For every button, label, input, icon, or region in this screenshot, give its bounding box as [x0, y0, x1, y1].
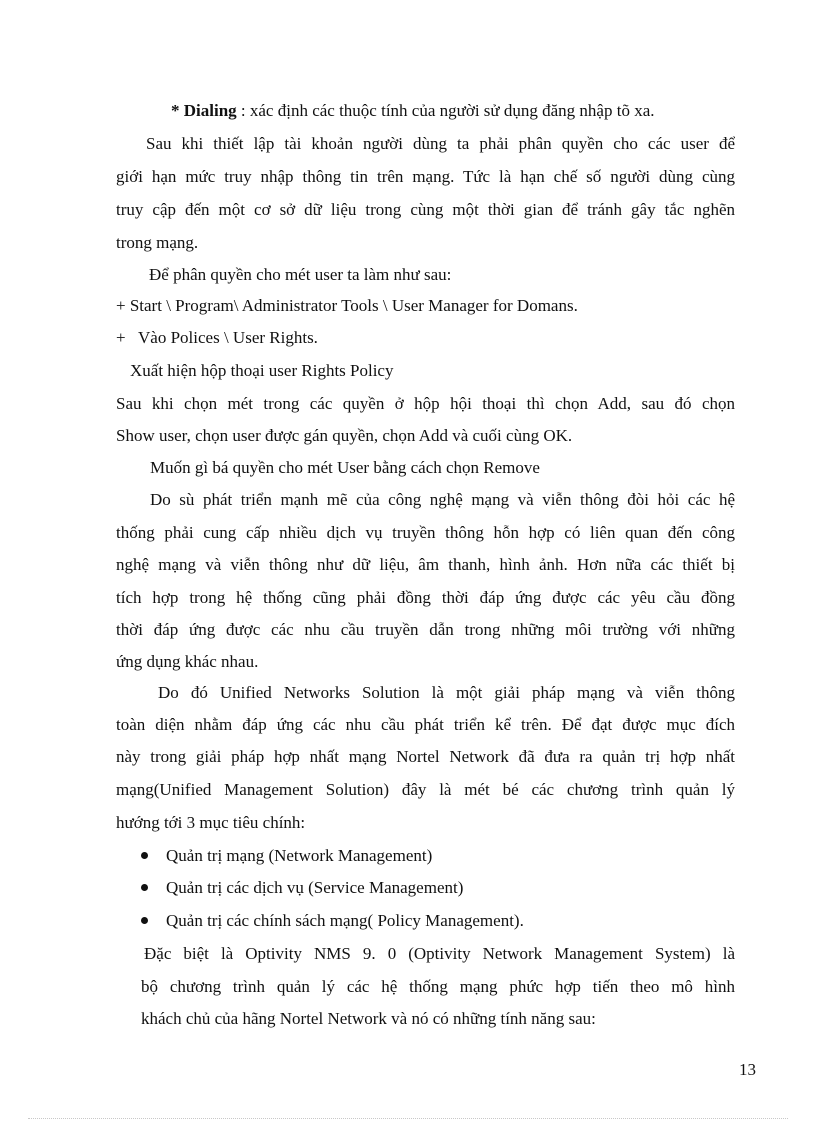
para-rights-line: Sau khi thiết lập tài khoản người dùng ta phải phân quyền cho các user để [146, 134, 735, 153]
intro-steps: Để phân quyền cho mét user ta làm như sau: [149, 265, 452, 284]
para-unified-line: toàn diện nhằm đáp ứng các nhu cầu phát triển kể trên. Để đạt được mục đích [116, 715, 735, 734]
bullet-item: Quản trị các dịch vụ (Service Management) [166, 878, 464, 897]
para-unified-line: hướng tới 3 mục tiêu chính: [116, 813, 306, 832]
para-dev-line: Do sù phát triển mạnh mẽ của công nghệ mạng và viễn thông đòi hỏi các hệ [150, 490, 735, 509]
bullet-dot [141, 884, 148, 891]
para-optivity-line: bộ chương trình quản lý các hệ thống mạng phức hợp tiến theo mô hình [141, 977, 735, 996]
para-optivity-line: khách chủ của hãng Nortel Network và nó có những tính năng sau: [141, 1009, 596, 1028]
para-dev-line: ứng dụng khác nhau. [116, 652, 259, 671]
para-rights-line: trong mạng. [116, 233, 199, 252]
para-unified-line: Do đó Unified Networks Solution là một giải pháp mạng và viễn thông [158, 683, 735, 702]
para-add-line: Show user, chọn user được gán quyền, chọn Add và cuối cùng OK. [116, 426, 573, 445]
dialing-text: : xác định các thuộc tính của người sử dụng đăng nhập tõ xa. [240, 101, 655, 120]
para-rights-line: giới hạn mức truy nhập thông tin trên mạng. Tức là hạn chế số người dùng cùng [116, 167, 735, 186]
para-dev-line: thống phải cung cấp nhiều dịch vụ truyền thông hỗn hợp có liên quan đến công [116, 523, 735, 542]
para-rights-line: truy cập đến một cơ sở dữ liệu trong cùng một thời gian để tránh gây tắc nghẽn [116, 200, 735, 219]
bullet-dot [141, 917, 148, 924]
bullet-item: Quản trị mạng (Network Management) [166, 846, 433, 865]
para-optivity-line: Đặc biệt là Optivity NMS 9. 0 (Optivity Network Management System) là [144, 944, 735, 963]
para-dev-line: thời đáp ứng được các nhu cầu truyền dẫn trong những môi trường với những [116, 620, 735, 639]
bullet-dot [141, 852, 148, 859]
step-line: + Vào Polices \ User Rights. [116, 328, 318, 347]
page-number: 13 [739, 1060, 756, 1079]
para-dev-line: nghệ mạng và viễn thông như dữ liệu, âm thanh, hình ảnh. Hơn nữa các thiết bị [116, 555, 735, 574]
para-unified-line: mạng(Unified Management Solution) đây là mét bé các chương trình quản lý [116, 780, 735, 799]
bullet-item: Quản trị các chính sách mạng( Policy Management). [166, 911, 524, 930]
dialog-appears: Xuất hiện hộp thoại user Rights Policy [130, 361, 394, 380]
para-dev-line: tích hợp trong hệ thống cũng phải đồng thời đáp ứng được các yêu cầu đồng [116, 588, 735, 607]
para-add-line: Sau khi chọn mét trong các quyền ở hộp hội thoại thì chọn Add, sau đó chọn [116, 394, 735, 413]
para-unified-line: này trong giải pháp hợp nhất mạng Nortel Network đã đưa ra quản trị hợp nhất [116, 747, 735, 766]
remove-line: Muốn gì bá quyền cho mét User bằng cách chọn Remove [150, 458, 540, 477]
footer-divider [28, 1118, 788, 1119]
dialing-term: * Dialing [171, 101, 237, 120]
step-line: + Start \ Program\ Administrator Tools \ User Manager for Domans. [116, 296, 578, 315]
dialing-line [171, 100, 655, 122]
